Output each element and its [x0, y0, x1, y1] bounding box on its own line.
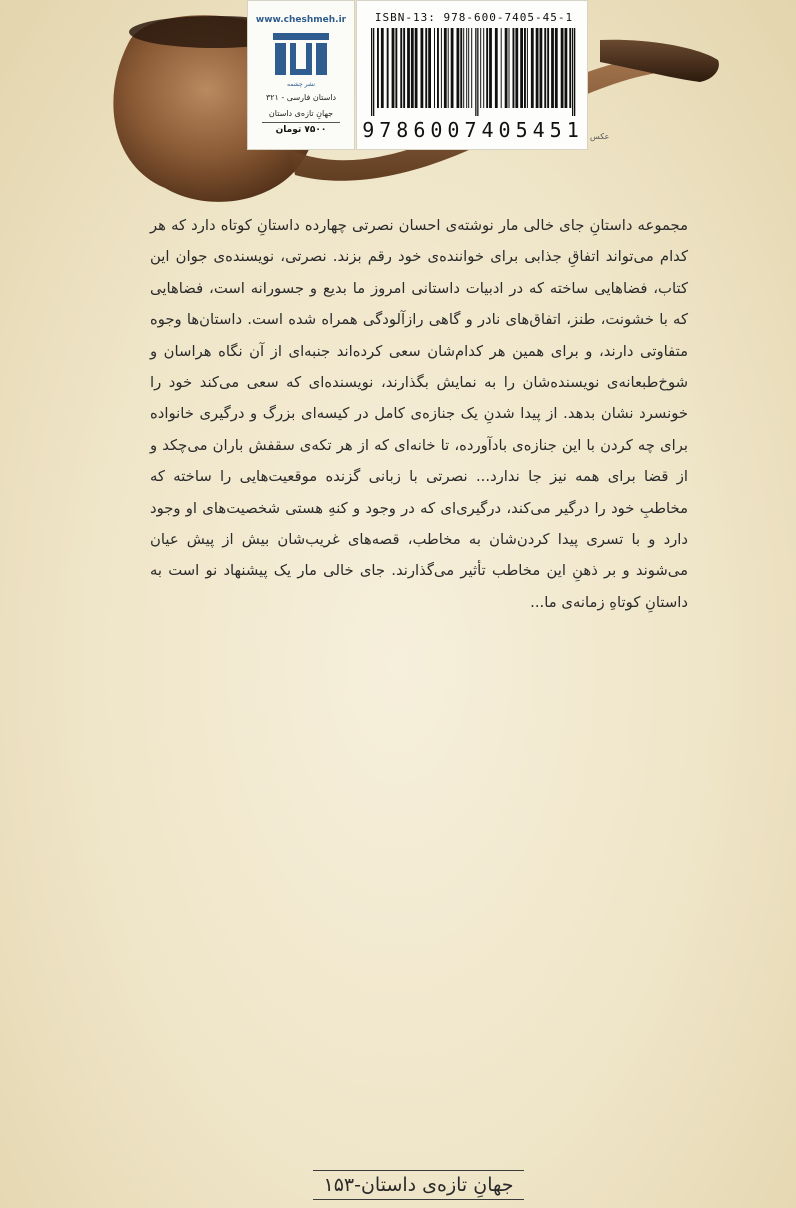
series-footer-title: جهانِ تازه‌ی داستان-۱۵۳ [313, 1170, 524, 1200]
publisher-logo-icon [266, 29, 336, 79]
back-cover-blurb: مجموعه داستانِ جای خالی مار نوشته‌ی احسان نصرتی چهارده داستانِ کوتاه دارد که هر کدام می‌تواند اتفاقِ جذابی برای خواننده‌ی خود رقم بزند. نصرتی، نویسنده‌ی جوان این کتاب، فضاهایی ساخته که در ادبیات داستانی امروز ما بدیع و جسورانه است، فضاهایی که با خشونت، طنز، اتفاق‌های نادر و گاهی رازآلودگی همراه شده است. داستان‌ها وجوه متفاوتی دارند، و برای همین هر کدام‌شان سعی کرده‌اند جنبه‌ای از آن نگاه هراسان و شوخ‌طبعانه‌ی نویسنده‌شان را به نمایش بگذارند، نویسنده‌ای که سعی می‌کند خود را خونسرد نشان بدهد. از پیدا شدنِ یک جنازه‌ی کامل در کیسه‌ای بزرگ و درگیری خانواده برای چه کردن با این جنازه‌ی بادآورده، تا خانه‌ای که از هر تکه‌ی سقفش باران می‌چکد و از قضا برای همه نیز جا ندارد... نصرتی با زبانی گزنده موقعیت‌هایی را ساخته که مخاطبِ خود را درگیر می‌کند، درگیری‌ای که در وجود و کنهِ هستی شخصیت‌های او وجود دارد و با تسری پیدا کردن‌شان به مخاطب، قصه‌های غریب‌شان بیش از پیش عیان می‌شوند و بر ذهنِ این مخاطب تأثیر می‌گذارند. جای خالی مار یک پیشنهاد نو است به داستانِ کوتاهِ زمانه‌ی ما... [150, 217, 688, 611]
publisher-sticker [247, 0, 355, 150]
series-line-2: جهانِ تازه‌ی داستان [268, 109, 334, 118]
isbn-label: ISBN-13: 978-600-7405-45-1 [374, 11, 574, 24]
publisher-website: www.cheshmeh.ir [255, 15, 347, 25]
price-label: ۷۵۰۰ تومان [275, 125, 327, 135]
barcode-digits: 9786007405451 [362, 118, 584, 142]
barcode-sticker [356, 0, 588, 150]
photo-credit: عکس [590, 132, 610, 141]
divider [262, 122, 340, 123]
barcode-bars [371, 28, 576, 116]
series-line-1: داستان فارسی - ۳۲۱ [265, 93, 337, 102]
publisher-imprint: نشر چشمه [287, 81, 315, 88]
